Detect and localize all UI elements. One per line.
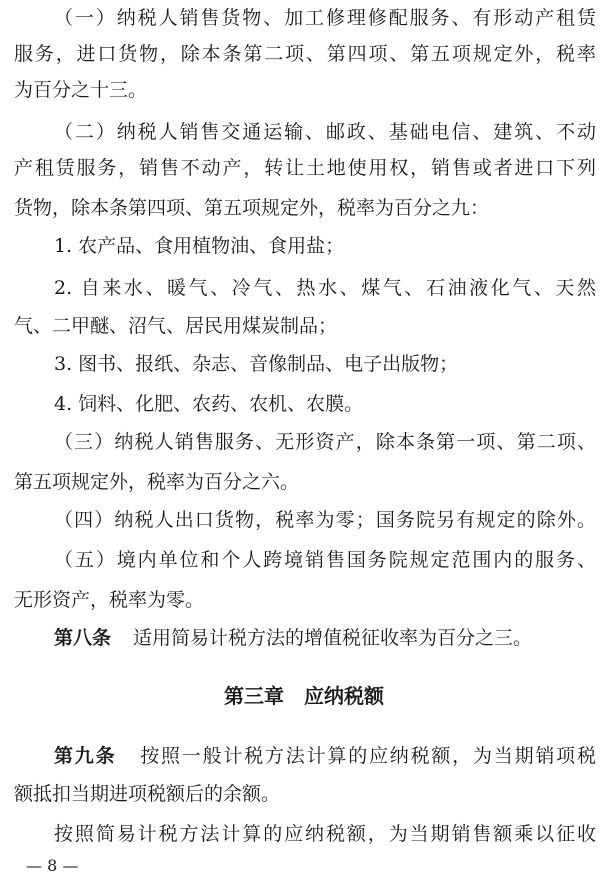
paragraph-line: （一）纳税人销售货物、加工修理修配服务、有形动产租赁 [54,7,596,29]
list-item: 1. 农产品、食用植物油、食用盐； [54,235,345,257]
paragraph-line: （二）纳税人销售交通运输、邮政、基础电信、建筑、不动 [54,121,596,143]
paragraph-line: 按照简易计税方法计算的应纳税额，为当期销售额乘以征收 [54,823,596,845]
paragraph-line: 为百分之十三。 [14,79,148,101]
paragraph-line: 额抵扣当期进项税额后的余额。 [14,783,281,805]
article-text: 按照一般计税方法计算的应纳税额，为当期销项税 [138,745,596,767]
article-text: 适用简易计税方法的增值税征收率为百分之三。 [133,627,533,649]
paragraph-line: 气、二甲醚、沼气、居民用煤炭制品； [14,315,338,337]
paragraph-line: 无形资产，税率为零。 [14,589,205,611]
page-number: — 8 — [26,856,79,875]
paragraph-line: 产租赁服务，销售不动产，转让土地使用权，销售或者进口下列 [14,157,596,179]
paragraph-line: 第五项规定外，税率为百分之六。 [14,471,300,493]
paragraph-line: 服务，进口货物，除本条第二项、第四项、第五项规定外，税率 [14,43,596,65]
paragraph-line: 货物，除本条第四项、第五项规定外，税率为百分之九： [14,197,490,219]
list-item: 4. 饲料、化肥、农药、农机、农膜。 [54,393,364,415]
article-9 [54,744,596,768]
paragraph-line: （四）纳税人出口货物，税率为零；国务院另有规定的除外。 [54,509,596,531]
article-label: 第九条 [54,745,117,767]
chapter-heading: 第三章 应纳税额 [224,684,384,708]
paragraph-line: （五）境内单位和个人跨境销售国务院规定范围内的服务、 [54,549,596,571]
article-8 [54,626,596,650]
list-item: 2. 自来水、暖气、冷气、热水、煤气、石油液化气、天然 [54,277,596,299]
article-label: 第八条 [54,627,112,649]
paragraph-line: （三）纳税人销售服务、无形资产，除本条第一项、第二项、 [54,431,596,453]
list-item: 3. 图书、报纸、杂志、音像制品、电子出版物； [54,353,459,375]
